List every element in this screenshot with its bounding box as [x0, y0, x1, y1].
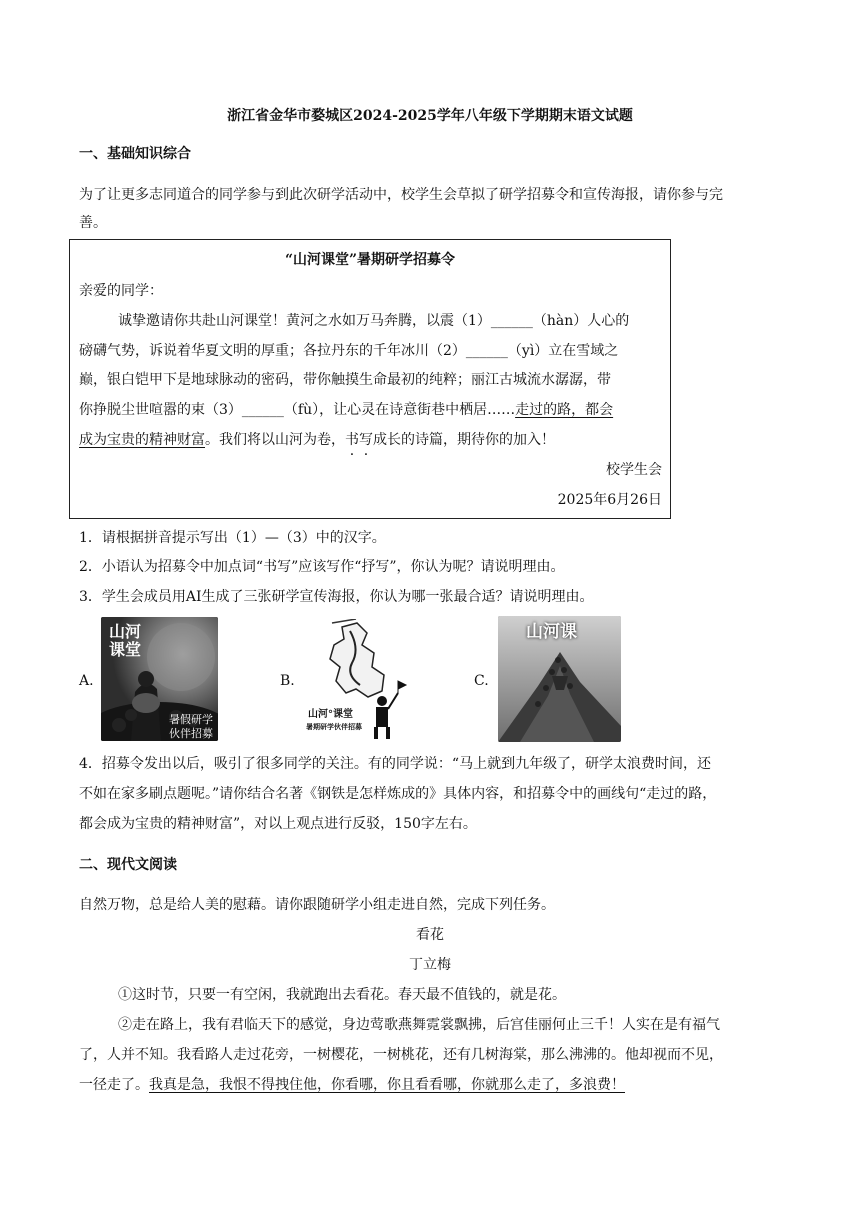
underlined-sentence: 成为宝贵的精神财富 [79, 432, 205, 448]
option-label-b: B. [280, 673, 295, 689]
poster-a-title: 山河课堂 [109, 622, 142, 659]
poster-b-caption: 暑期研学伙伴招募 [306, 723, 362, 731]
notice-line: 巅，银白铠甲下是地球脉动的密码，带你触摸生命最初的纯粹；丽江古城流水潺潺，带 [79, 372, 611, 388]
notice-date: 2025年6月26日 [557, 492, 662, 508]
question-4-line: 不如在家多刷点题呢。”请你结合名著《钢铁是怎样炼成的》具体内容，和招募令中的画线句“走过的路， [79, 786, 717, 802]
notice-line: 磅礴气势，诉说着华夏文明的厚重；各拉丹东的千年冰川（2）______（yì）立在雪域之 [79, 343, 619, 359]
question-1: 1．请根据拼音提示写出（1）—（3）中的汉字。 [79, 530, 386, 546]
article-title: 看花 [416, 927, 444, 943]
notice-text: 你挣脱尘世喧嚣的束（3）______（fù），让心灵在诗意街巷中栖居…… [79, 402, 516, 418]
question-4-line: 4．招募令发出以后，吸引了很多同学的关注。有的同学说：“马上就到九年级了，研学太浪费时间，还 [79, 756, 712, 772]
option-label-c: C. [474, 673, 489, 689]
section-heading-1: 一、基础知识综合 [79, 146, 191, 162]
poster-c-title: 山河课 [526, 622, 577, 642]
dotted-char: 写 [359, 432, 373, 448]
poster-a-image [101, 617, 218, 741]
paragraph-2-line: 了，人并不知。我看路人走过花旁，一树樱花，一树桃花，还有几树海棠，那么沸沸的。他却视而不见， [79, 1047, 723, 1063]
poster-c-image [498, 616, 621, 742]
paragraph-1: ①这时节，只要一有空闲，我就跑出去看花。春天最不值钱的，就是花。 [118, 987, 566, 1003]
section-intro-line: 为了让更多志同道合的同学参与到此次研学活动中，校学生会草拟了研学招募令和宣传海报，请你参与完 [79, 187, 723, 203]
notice-line: 诚挚邀请你共赴山河课堂！黄河之水如万马奔腾，以震（1）______（hàn）人心的 [118, 313, 630, 329]
notice-line [79, 430, 555, 450]
option-label-a: A. [79, 673, 94, 689]
question-2: 2．小语认为招募令中加点词“书写”应该写作“抒写”，你认为呢？请说明理由。 [79, 559, 565, 575]
section-intro: 自然万物，总是给人美的慰藉。请你跟随研学小组走进自然，完成下列任务。 [79, 897, 555, 913]
underlined-sentence: 走过的路，都会 [515, 402, 614, 418]
underlined-sentence: 我真是急，我恨不得拽住他，你看哪，你且看看哪，你就那么走了，多浪费！ [149, 1077, 625, 1093]
notice-greeting: 亲爱的同学： [79, 283, 163, 299]
paragraph-2-line: ②走在路上，我有君临天下的感觉，身边莺歌燕舞霓裳飘拂，后宫佳丽何止三千！人实在是有福气 [118, 1017, 720, 1033]
poster-b-title: 山河°课堂 [308, 709, 353, 720]
question-4-line: 都会成为宝贵的精神财富”，对以上观点进行反驳，150字左右。 [79, 816, 477, 832]
poster-a-caption: 暑假研学伙伴招募 [169, 713, 213, 740]
paragraph-text: 一径走了。 [79, 1077, 149, 1093]
section-intro-line: 善。 [79, 215, 107, 231]
poster-b-image [302, 619, 420, 741]
notice-title: “山河课堂”暑期研学招募令 [284, 252, 456, 268]
page-title: 浙江省金华市婺城区2024-2025学年八年级下学期期末语文试题 [227, 108, 633, 124]
paragraph-2-line [79, 1075, 625, 1095]
dotted-char: 书 [345, 432, 359, 448]
notice-text: 。我们将以山河为卷， [205, 432, 345, 448]
question-3: 3．学生会成员用AI生成了三张研学宣传海报，你认为哪一张最合适？请说明理由。 [79, 589, 594, 605]
notice-line [79, 400, 613, 420]
section-heading-2: 二、现代文阅读 [79, 857, 177, 873]
notice-text: 成长的诗篇，期待你的加入！ [373, 432, 555, 448]
article-author: 丁立梅 [409, 957, 451, 973]
notice-signature: 校学生会 [606, 462, 662, 478]
